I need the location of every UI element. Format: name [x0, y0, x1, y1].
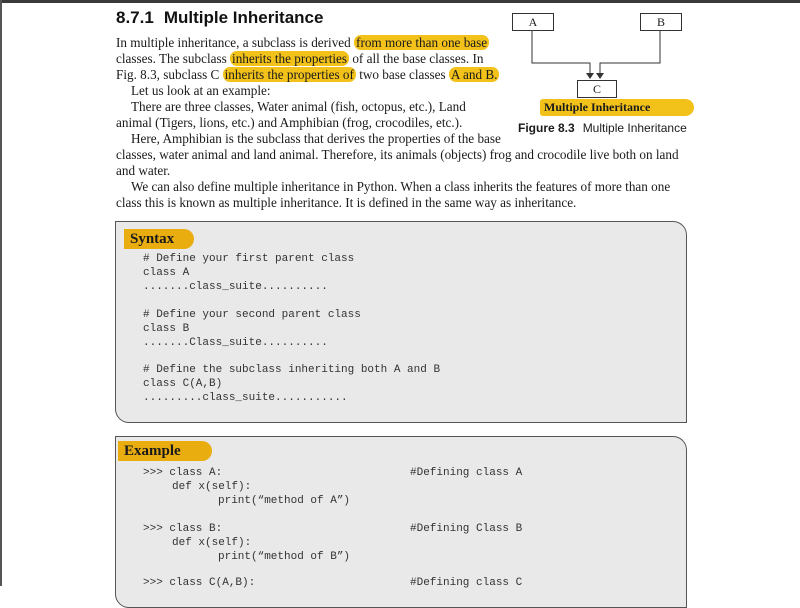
- class-box-a: A: [512, 13, 554, 31]
- intro-line-11: class this is known as multiple inheritance. It is defined in the same way as inheritance.: [116, 195, 577, 210]
- class-box-b: B: [640, 13, 682, 31]
- text: Fig. 8.3, subclass C: [116, 67, 223, 82]
- intro-line-4: Let us look at an example:: [131, 83, 271, 98]
- highlight: A and B.: [450, 67, 498, 82]
- code-line: # Define the subclass inheriting both A and B: [143, 364, 441, 376]
- code-line: >>> class A:: [143, 467, 223, 479]
- code-line: class C(A,B): [143, 378, 223, 390]
- code-line: .........class_suite...........: [143, 392, 348, 404]
- class-box-c: C: [577, 80, 617, 98]
- text: In multiple inheritance, a subclass is derived: [116, 35, 355, 50]
- code-line: # Define your second parent class: [143, 309, 361, 321]
- code-line: >>> class C(A,B):: [143, 577, 256, 589]
- code-line: class B: [143, 323, 190, 335]
- page-left-border: [0, 0, 2, 586]
- arrow-head-a: [586, 73, 594, 79]
- highlight: inherits the properties: [232, 51, 348, 66]
- code-line: .......class_suite..........: [143, 281, 328, 293]
- intro-line-10: We can also define multiple inheritance in Python. When a class inherits the features of more than one: [131, 179, 671, 194]
- code-line: class A: [143, 267, 190, 279]
- intro-line-9: and water.: [116, 163, 171, 178]
- code-line: def x(self):: [172, 537, 252, 549]
- diagram-label: Multiple Inheritance: [540, 99, 694, 116]
- highlight: from more than one base: [356, 35, 488, 50]
- section-number: 8.7.1: [116, 8, 154, 27]
- code-comment: #Defining Class B: [410, 523, 523, 535]
- code-line: print(“method of A”): [218, 495, 351, 507]
- code-line: # Define your first parent class: [143, 253, 355, 265]
- text: classes. The subclass: [116, 51, 231, 66]
- code-line: def x(self):: [172, 481, 252, 493]
- figure-number: Figure 8.3: [518, 121, 575, 135]
- intro-line-7: Here, Amphibian is the subclass that derives the properties of the base: [131, 131, 501, 146]
- highlight: inherits the properties of: [224, 67, 354, 82]
- intro-line-8: classes, water animal and land animal. Therefore, its animals (objects) frog and crocodile live both on land: [116, 147, 679, 162]
- code-comment: #Defining class C: [410, 577, 523, 589]
- intro-line-6: animal (Tigers, lions, etc.) and Amphibian (frog, crocodiles, etc.).: [116, 115, 463, 130]
- code-line: .......Class_suite..........: [143, 337, 328, 349]
- section-title: Multiple Inheritance: [163, 8, 324, 27]
- figure-caption: [518, 121, 687, 135]
- arrow-head-b: [596, 73, 604, 79]
- text: of all the base classes. In: [349, 51, 484, 66]
- code-line: print(“method of B”): [218, 551, 351, 563]
- example-tag: Example: [118, 441, 212, 461]
- connector-a-to-c: [532, 30, 590, 74]
- connector-b-to-c: [600, 30, 660, 74]
- figure-title: Multiple Inheritance: [582, 121, 687, 135]
- intro-line-5: There are three classes, Water animal (fish, octopus, etc.), Land: [131, 99, 466, 114]
- code-comment: #Defining class A: [410, 467, 523, 479]
- code-line: >>> class B:: [143, 523, 223, 535]
- syntax-tag: Syntax: [124, 229, 194, 249]
- text: two base classes: [355, 67, 449, 82]
